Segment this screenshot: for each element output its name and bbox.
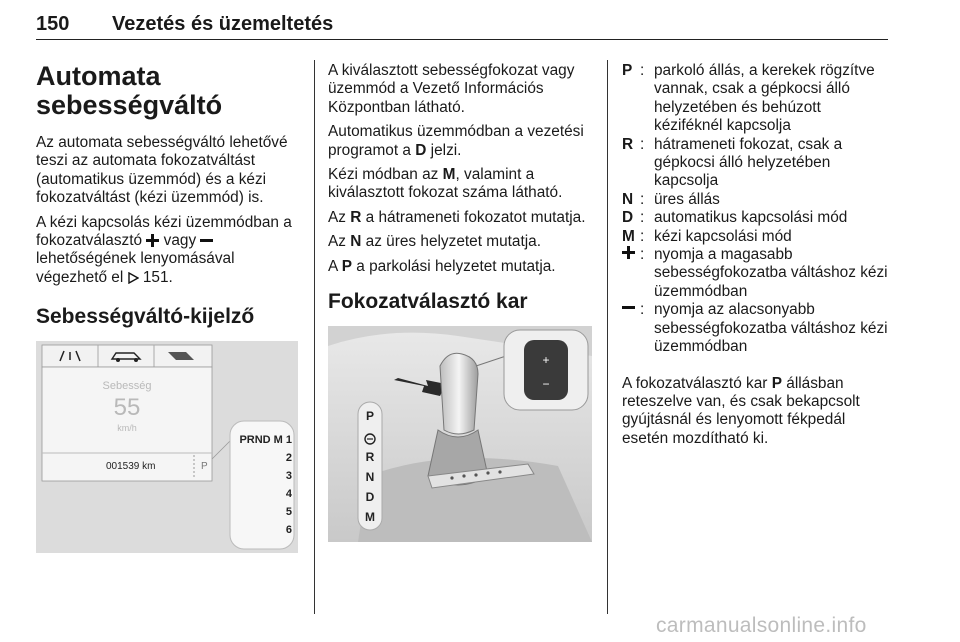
column-divider-2 xyxy=(607,60,608,614)
definition-item: : nyomja az alacsonyabb sebességfokozatba váltáshoz kézi üzemmódban xyxy=(622,301,890,356)
plus-icon xyxy=(622,246,635,259)
column-divider-1 xyxy=(314,60,315,614)
gear-4: 4 xyxy=(285,488,292,501)
display-subtitle: Sebességváltó-kijelző xyxy=(36,305,255,329)
chapter-title: Vezetés és üzemeltetés xyxy=(112,13,334,35)
gear-indicator: P xyxy=(201,461,208,473)
column-1 xyxy=(36,62,302,553)
gear-display-illustration xyxy=(36,341,298,553)
speed-value: 55 xyxy=(113,394,141,422)
gear-2: 2 xyxy=(285,452,292,465)
definition-item: R : hátrameneti fokozat, csak a gépkocsi álló helyzetében kapcsolja xyxy=(622,135,843,190)
page-number: 150 xyxy=(36,13,70,35)
display-paragraph: A kiválasztott sebességfokozat vagy üzemmód a Vezető Információs Központban látható. xyxy=(328,62,575,116)
neutral-paragraph: Az N az üres helyzetet mutatja. xyxy=(328,233,542,251)
gate-m: M xyxy=(365,510,375,525)
manual-mode-paragraph: Kézi módban az M, valamint a kiválasztott fokozat száma látható. xyxy=(328,166,563,202)
column-3 xyxy=(622,62,890,454)
gate-r: R xyxy=(365,450,375,465)
gear-3: 3 xyxy=(285,470,292,483)
selector-lever-illustration xyxy=(328,326,592,542)
gate-p: P xyxy=(365,409,375,424)
plus-icon xyxy=(146,234,159,247)
minus-icon xyxy=(200,234,213,247)
page-reference-icon xyxy=(128,272,139,284)
intro-paragraph: Az automata sebességváltó lehetővé teszi az automata fokozatváltást (automatikus üzemmód) és a kézi fokozatváltást (kézi üzemmód) is. xyxy=(36,134,288,207)
gear-row: PRND M 1 xyxy=(239,434,292,447)
odometer: 001539 km xyxy=(106,461,156,473)
gate-n: N xyxy=(365,470,375,485)
minus-icon xyxy=(622,301,635,314)
page-header xyxy=(36,13,888,40)
gear-definition-list xyxy=(622,62,890,357)
column-2 xyxy=(328,62,594,542)
manual-shift-paragraph: A kézi kapcsolás kézi üzemmódban a fokozatválasztó vagy lehetőségének lenyomásával végezhető el 151. xyxy=(36,213,292,286)
knob-plus: + xyxy=(542,353,550,368)
section-title: Automata sebességváltó xyxy=(36,61,223,120)
lock-paragraph: A fokozatválasztó kar P állásban reteszelve van, és csak bekapcsolt gyújtásnál és lenyomott fékpedál esetén mozdítható ki. xyxy=(622,374,860,447)
gate-d: D xyxy=(365,490,375,505)
auto-mode-paragraph: Automatikus üzemmódban a vezetési programot a D jelzi. xyxy=(328,123,584,159)
definition-item: M : kézi kapcsolási mód xyxy=(622,227,792,245)
reverse-paragraph: Az R a hátrameneti fokozatot mutatja. xyxy=(328,208,586,226)
selector-lever-subtitle: Fokozatválasztó kar xyxy=(328,290,528,314)
definition-item: N : üres állás xyxy=(622,190,720,208)
watermark: carmanualsonline.info xyxy=(656,614,867,637)
gear-5: 5 xyxy=(285,506,292,519)
park-paragraph: A P a parkolási helyzetet mutatja. xyxy=(328,257,556,275)
definition-item: P : parkoló állás, a kerekek rögzítve vannak, csak a gépkocsi álló helyzetében és behúzott kéziféknél kapcsolja xyxy=(622,62,875,135)
speed-unit: km/h xyxy=(117,423,137,434)
definition-item: D : automatikus kapcsolási mód xyxy=(622,209,848,227)
gear-6: 6 xyxy=(285,524,292,537)
knob-minus: − xyxy=(542,377,550,392)
speed-label: Sebesség xyxy=(102,380,152,393)
definition-item: : nyomja a magasabb sebességfokozatba váltáshoz kézi üzemmódban xyxy=(622,246,890,301)
